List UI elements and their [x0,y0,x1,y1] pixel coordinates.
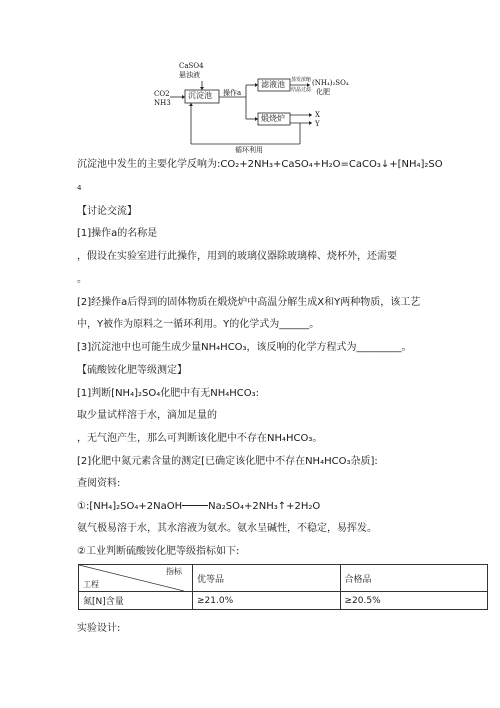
header-qualified: 合格品 [340,565,488,592]
reference-equation: ①:[NH₄]₂SO₄+2NaOH Na₂SO₄+2NH₃↑+2H₂O [77,501,321,512]
suspension-label: 悬浊液 [179,71,200,79]
value-premium: ≥21.0% [193,592,341,610]
reaction-equation: 沉淀池中发生的主要化学反响为:CO₂+2NH₃+CaSO₄+H₂O=CaCO₃↓+[NH₄]₂SO [77,159,443,170]
experiment-design-heading: 实验设计: [77,623,121,634]
process-flow-diagram [150,62,350,154]
question-1: [1]操作a的名称是 [77,228,158,239]
table-corner-cell [79,565,193,592]
settling-tank-label: 沉淀池 [188,91,212,100]
grade-table [78,564,488,610]
grading-heading: 【硫酸铵化肥等级测定】 [77,365,187,376]
row-label-nitrogen: 氮[N]含量 [79,592,193,610]
ammonia-note: 氨气极易溶于水，其水溶液为氨水。氨水呈碱性，不稳定，易挥发。 [77,523,377,534]
caso4-label: CaSO4 [179,62,204,70]
part-2: [2]化肥中氮元素含量的测定[已确定该化肥中不存在NH₄HCO₃杂质]: [77,456,378,467]
header-premium: 优等品 [193,565,341,592]
reference-heading: 查阅资料: [77,478,121,489]
filtrate-tank-label: 滤液池 [261,80,285,89]
evaporate-label: 蒸发浓缩 [291,77,312,83]
question-2: [2]经操作a后得到的固体物质在煅烧炉中高温分解生成X和Y两种物质，该工艺 [77,297,421,308]
fertilizer-label: 化肥 [316,88,330,96]
furnace-label: 煅烧炉 [261,114,285,123]
value-qualified: ≥20.5% [340,592,488,610]
question-1-end: 。 [77,274,87,285]
corner-top-label: 指标 [166,567,182,576]
product-label: (NH₄)₂SO₄ [312,79,349,87]
reaction-equation-wrap: 4 [77,184,82,192]
nh3-label: NH3 [154,99,171,107]
part-1-step: 取少量试样溶于水，滴加足量的 [77,410,217,421]
operation-a-label: 操作a [223,89,242,97]
heat-arrow [182,505,208,506]
discussion-heading: 【讨论交流】 [77,206,137,217]
output-y-label: Y [315,120,320,128]
question-2-cont: 中，Y被作为原料之一循环利用。Y的化学式为______。 [77,319,320,330]
part-1-conclusion: ，无气泡产生，那么可判断该化肥中不存在NH₄HCO₃。 [77,433,323,444]
question-3: [3]沉淀池中也可能生成少量NH₄HCO₃，该反响的化学方程式为_________。 [77,342,412,353]
recycle-label: 循环利用 [235,146,263,154]
grade-index-heading: ②工业判断硫酸铵化肥等级指标如下: [77,546,240,557]
co2-label: CO2 [154,90,170,98]
question-1-cont: ，假设在实验室进行此操作，用到的玻璃仪器除玻璃棒、烧杯外，还需要 [77,251,397,262]
part-1: [1]判断[NH₄]₂SO₄化肥中有无NH₄HCO₃: [77,388,259,399]
corner-bottom-label: 工程 [83,580,99,589]
crystallize-label: 结晶过滤 [291,87,312,93]
output-x-label: X [315,111,320,119]
